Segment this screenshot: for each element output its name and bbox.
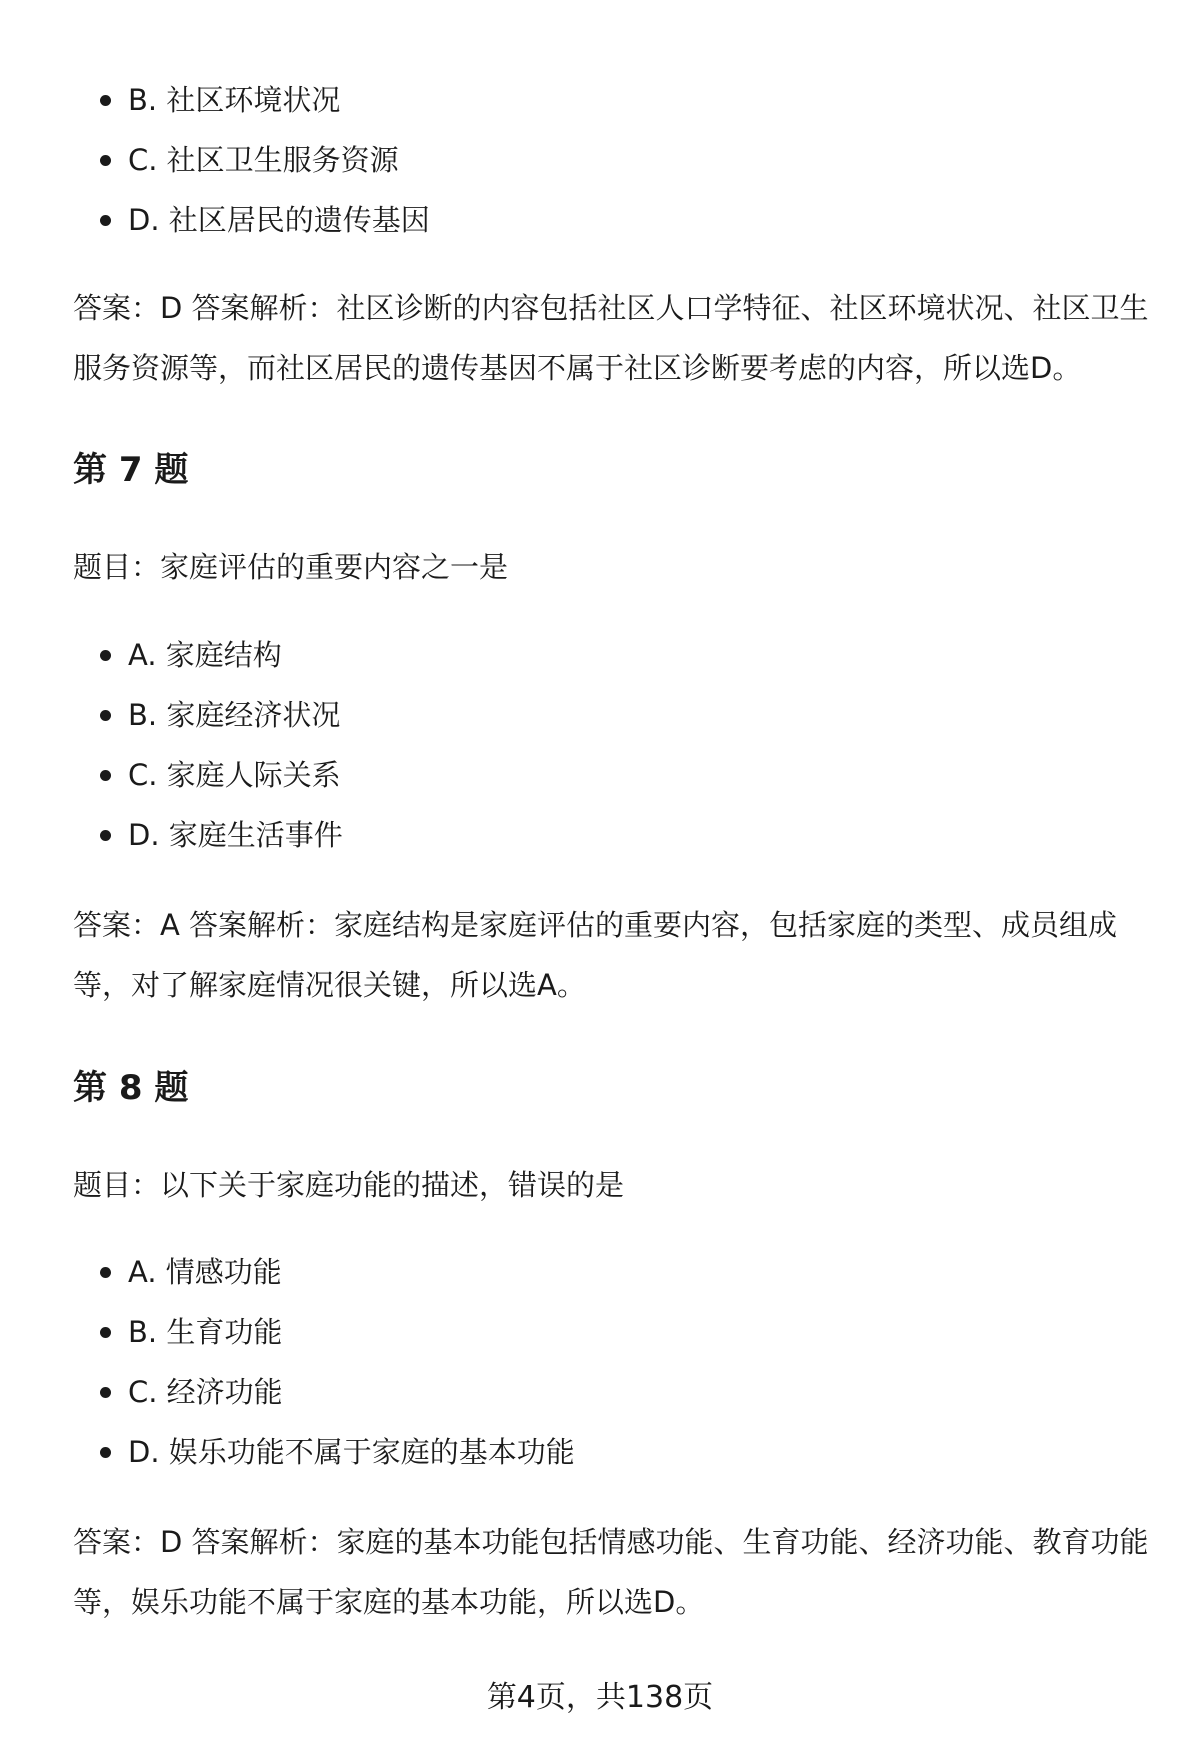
option-item xyxy=(73,70,1153,130)
q7-heading: 第 7 题 xyxy=(73,450,189,490)
q6-answer: 答案：D 答案解析：社区诊断的内容包括社区人口学特征、社区环境状况、社区卫生服务资源等，而社区居民的遗传基因不属于社区诊断要考虑的内容，所以选D。 xyxy=(73,291,1149,385)
q8-answer: 答案：D 答案解析：家庭的基本功能包括情感功能、生育功能、经济功能、教育功能等，娱乐功能不属于家庭的基本功能，所以选D。 xyxy=(73,1525,1149,1619)
option-item xyxy=(73,1302,1153,1362)
option-label: A. 家庭结构 xyxy=(128,638,282,672)
option-item xyxy=(73,1242,1153,1302)
option-label: B. 社区环境状况 xyxy=(128,83,341,117)
option-item xyxy=(73,190,1153,250)
bullet-icon xyxy=(100,1387,111,1398)
option-item xyxy=(73,745,1153,805)
option-item xyxy=(73,805,1153,865)
page-number: 第4页，共138页 xyxy=(486,1680,714,1715)
option-label: D. 娱乐功能不属于家庭的基本功能 xyxy=(128,1435,575,1469)
bullet-icon xyxy=(100,155,111,166)
option-label: C. 家庭人际关系 xyxy=(128,758,341,792)
bullet-icon xyxy=(100,1267,111,1278)
bullet-icon xyxy=(100,1447,111,1458)
option-item xyxy=(73,130,1153,190)
q8-stem: 题目：以下关于家庭功能的描述，错误的是 xyxy=(73,1168,625,1202)
bullet-icon xyxy=(100,830,111,841)
q7-answer: 答案：A 答案解析：家庭结构是家庭评估的重要内容，包括家庭的类型、成员组成等，对了解家庭情况很关键，所以选A。 xyxy=(73,908,1118,1002)
option-label: C. 经济功能 xyxy=(128,1375,283,1409)
bullet-icon xyxy=(100,710,111,721)
option-label: C. 社区卫生服务资源 xyxy=(128,143,399,177)
bullet-icon xyxy=(100,650,111,661)
option-item xyxy=(73,1422,1153,1482)
q6-options xyxy=(73,70,1153,250)
option-label: D. 家庭生活事件 xyxy=(128,818,343,852)
q7-stem: 题目：家庭评估的重要内容之一是 xyxy=(73,550,509,584)
option-label: B. 生育功能 xyxy=(128,1315,283,1349)
option-item xyxy=(73,685,1153,745)
option-item xyxy=(73,1362,1153,1422)
bullet-icon xyxy=(100,95,111,106)
option-label: D. 社区居民的遗传基因 xyxy=(128,203,430,237)
q8-options xyxy=(73,1242,1153,1482)
bullet-icon xyxy=(100,770,111,781)
option-label: B. 家庭经济状况 xyxy=(128,698,341,732)
q7-options xyxy=(73,625,1153,865)
option-item xyxy=(73,625,1153,685)
bullet-icon xyxy=(100,1327,111,1338)
q8-heading: 第 8 题 xyxy=(73,1068,189,1108)
bullet-icon xyxy=(100,215,111,226)
option-label: A. 情感功能 xyxy=(128,1255,282,1289)
